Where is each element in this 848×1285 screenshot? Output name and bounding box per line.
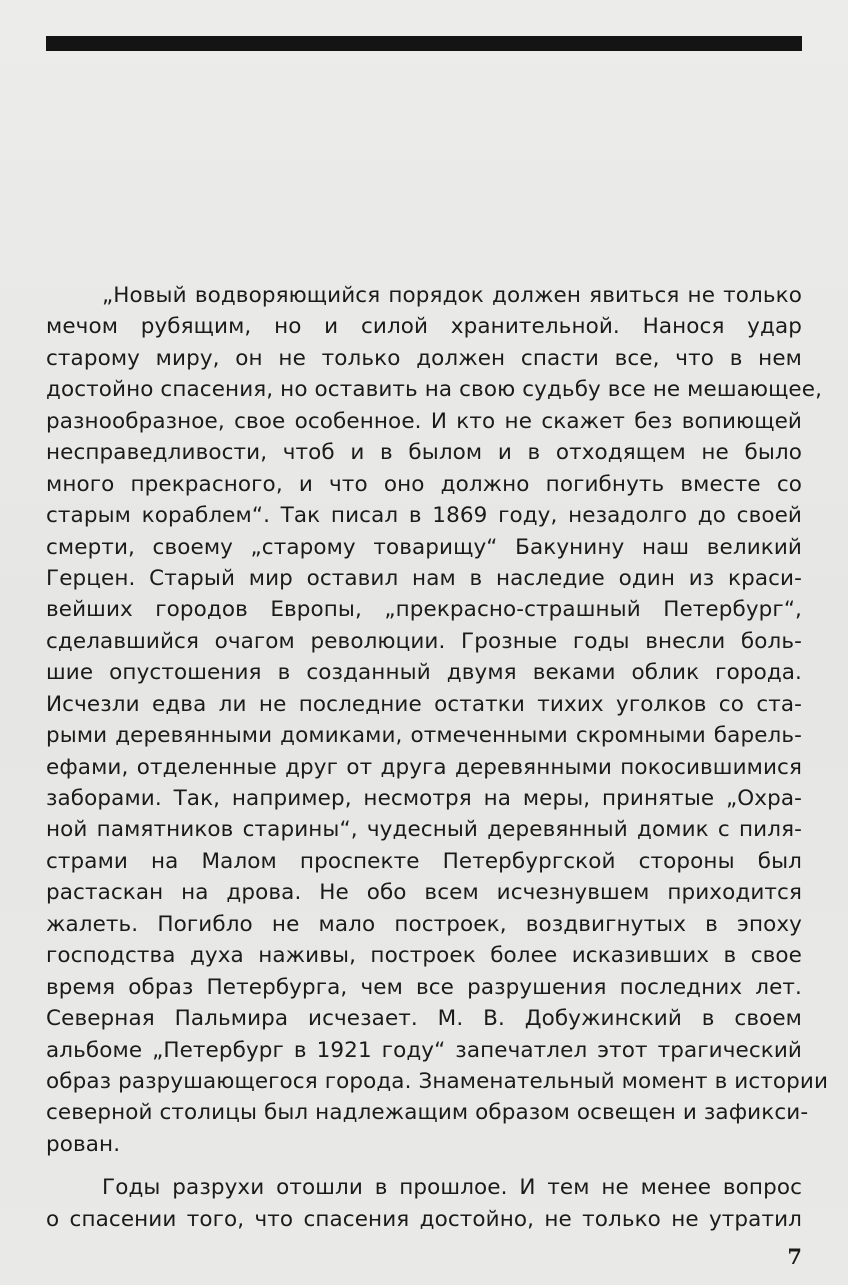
text-line: рован. bbox=[46, 1131, 121, 1157]
paragraph-1 bbox=[46, 280, 829, 1160]
text-line: „Новый водворяющийся порядок должен явиться не только bbox=[102, 283, 802, 308]
text-line: образ разрушающегося города. Знаменательный момент в истории bbox=[46, 1068, 829, 1094]
text-line: жалеть. Погибло не мало построек, воздвигнутых в эпоху bbox=[46, 911, 802, 937]
text-line: мечом рубящим, но и силой хранительной. Нанося удар bbox=[46, 314, 802, 340]
text-line: время образ Петербурга, чем все разрушения последних лет. bbox=[46, 974, 802, 1000]
paragraph-gap bbox=[46, 1160, 802, 1172]
text-line: заборами. Так, например, несмотря на меры, принятые „Охра- bbox=[46, 786, 802, 811]
text-line: ефами, отделенные друг от друга деревянными покосившимися bbox=[46, 754, 802, 780]
paragraph-2 bbox=[46, 1172, 802, 1235]
text-line: старому миру, он не только должен спасти все, что в нем bbox=[46, 345, 802, 371]
text-line: старым кораблем“. Так писал в 1869 году, незадолго до своей bbox=[46, 503, 802, 529]
text-line: достойно спасения, но оставить на свою судьбу все не мешающее, bbox=[46, 377, 823, 403]
text-line: разнообразное, свое особенное. И кто не скажет без вопиющей bbox=[46, 408, 802, 434]
text-line: Годы разрухи отошли в прошлое. И тем не менее вопрос bbox=[102, 1175, 802, 1201]
text-line: несправедливости, чтоб и в былом и в отходящем не было bbox=[46, 440, 802, 466]
top-rule bbox=[46, 36, 802, 51]
text-line: северной столицы был надлежащим образом освещен и зафикси- bbox=[46, 1100, 809, 1126]
text-line: смерти, своему „старому товарищу“ Бакунину наш великий bbox=[46, 534, 802, 560]
text-line: о спасении того, что спасения достойно, не только не утратил bbox=[46, 1206, 802, 1232]
text-line: сделавшийся очагом революции. Грозные годы внесли боль- bbox=[46, 628, 802, 654]
text-line: много прекрасного, и что оно должно погибнуть вместе со bbox=[46, 471, 802, 497]
page-number: 7 bbox=[787, 1244, 802, 1269]
text-line: альбоме „Петербург в 1921 году“ запечатлел этот трагический bbox=[46, 1037, 802, 1063]
text-line: страми на Малом проспекте Петербургской стороны был bbox=[46, 848, 802, 874]
body-text bbox=[46, 280, 829, 1235]
text-line: Герцен. Старый мир оставил нам в наследие один из краси- bbox=[46, 565, 802, 591]
text-line: господства духа наживы, построек более исказивших в свое bbox=[46, 943, 802, 969]
text-line: ной памятников старины“, чудесный деревянный домик с пиля- bbox=[46, 817, 802, 843]
text-line: Исчезли едва ли не последние остатки тихих уголков со ста- bbox=[46, 691, 802, 717]
text-line: вейших городов Европы, „прекрасно-страшный Петербург“, bbox=[46, 597, 802, 623]
text-line: растаскан на дрова. Не обо всем исчезнувшем приходится bbox=[46, 880, 802, 906]
text-line: рыми деревянными домиками, отмеченными скромными барель- bbox=[46, 723, 802, 749]
text-line: шие опустошения в созданный двумя веками облик города. bbox=[46, 660, 802, 686]
text-line: Северная Пальмира исчезает. М. В. Добужинский в своем bbox=[46, 1006, 802, 1032]
